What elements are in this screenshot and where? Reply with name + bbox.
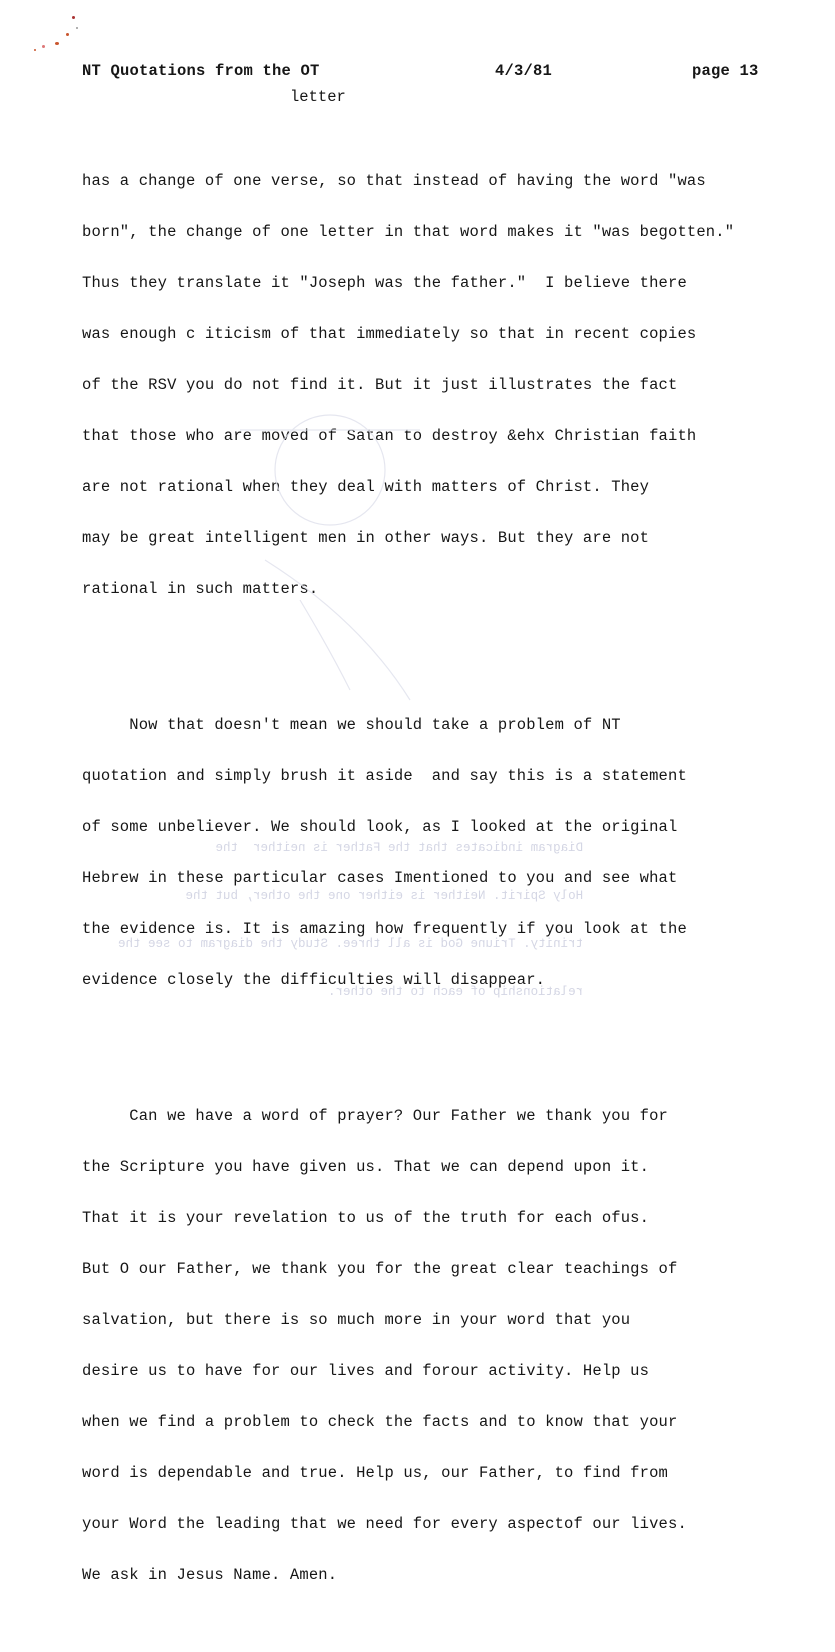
text-line: We ask in Jesus Name. Amen. (82, 1566, 338, 1584)
page-header (82, 62, 772, 82)
paragraph (82, 139, 782, 632)
bleed-line: Holy Spirit. Neither is either one the other, but the (185, 889, 599, 903)
text-line: your Word the leading that we need for every aspectof our lives. (82, 1515, 687, 1533)
text-line: that those who are moved of Satan to destroy &ehx Christian faith (82, 427, 697, 445)
document-date: 4/3/81 (495, 62, 553, 80)
text-line: has a change of one verse, so that instead of having the word "was (82, 172, 706, 190)
text-line: of the RSV you do not find it. But it just illustrates the fact (82, 376, 678, 394)
ink-stain-mark (72, 16, 75, 19)
text-line: quotation and simply brush it aside and say this is a statement (82, 767, 687, 785)
text-line: That it is your revelation to us of the truth for each ofus. (82, 1209, 650, 1227)
text-line: Thus they translate it "Joseph was the father." I believe there (82, 274, 687, 292)
text-line: evidence closely the difficulties will disappear. (82, 971, 546, 989)
text-line: may be great intelligent men in other ways. But they are not (82, 529, 650, 547)
text-line: the evidence is. It is amazing how frequently if you look at the (82, 920, 687, 938)
interlinear-insertion: letter (290, 88, 346, 106)
ink-stain-mark (76, 27, 78, 29)
page-number: page 13 (692, 62, 759, 80)
text-line: word is dependable and true. Help us, our Father, to find from (82, 1464, 668, 1482)
text-line: Can we have a word of prayer? Our Father we thank you for (82, 1107, 668, 1125)
text-line: of some unbeliever. We should look, as I looked at the original (82, 818, 678, 836)
paragraph (82, 1074, 782, 1618)
ink-stain-mark (42, 45, 45, 48)
text-line: the Scripture you have given us. That we can depend upon it. (82, 1158, 650, 1176)
text-line: But O our Father, we thank you for the great clear teachings of (82, 1260, 678, 1278)
bleed-line: Diagram indicates that the Father is neither the (215, 841, 599, 855)
text-line: Hebrew in these particular cases Imentioned to you and see what (82, 869, 678, 887)
text-line: born", the change of one letter in that word makes it "was begotten." (82, 223, 735, 241)
document-title: NT Quotations from the OT (82, 62, 320, 80)
bleed-through-text (118, 808, 598, 1032)
text-line: when we find a problem to check the facts and to know that your (82, 1413, 678, 1431)
bleed-line: trinity. Triune God is all three. Study the diagram to see the (118, 937, 599, 951)
text-line: salvation, but there is so much more in your word that you (82, 1311, 631, 1329)
text-line: are not rational when they deal with matters of Christ. They (82, 478, 650, 496)
text-line: rational in such matters. (82, 580, 319, 598)
text-line: desire us to have for our lives and forour activity. Help us (82, 1362, 650, 1380)
ink-stain-mark (55, 42, 59, 45)
bleed-line: relationship of each to the other. (328, 985, 599, 999)
text-line: Now that doesn't mean we should take a problem of NT (82, 716, 621, 734)
ink-stain-mark (34, 49, 36, 51)
text-line: was enough c iticism of that immediately so that in recent copies (82, 325, 697, 343)
ink-stain-mark (66, 33, 69, 36)
